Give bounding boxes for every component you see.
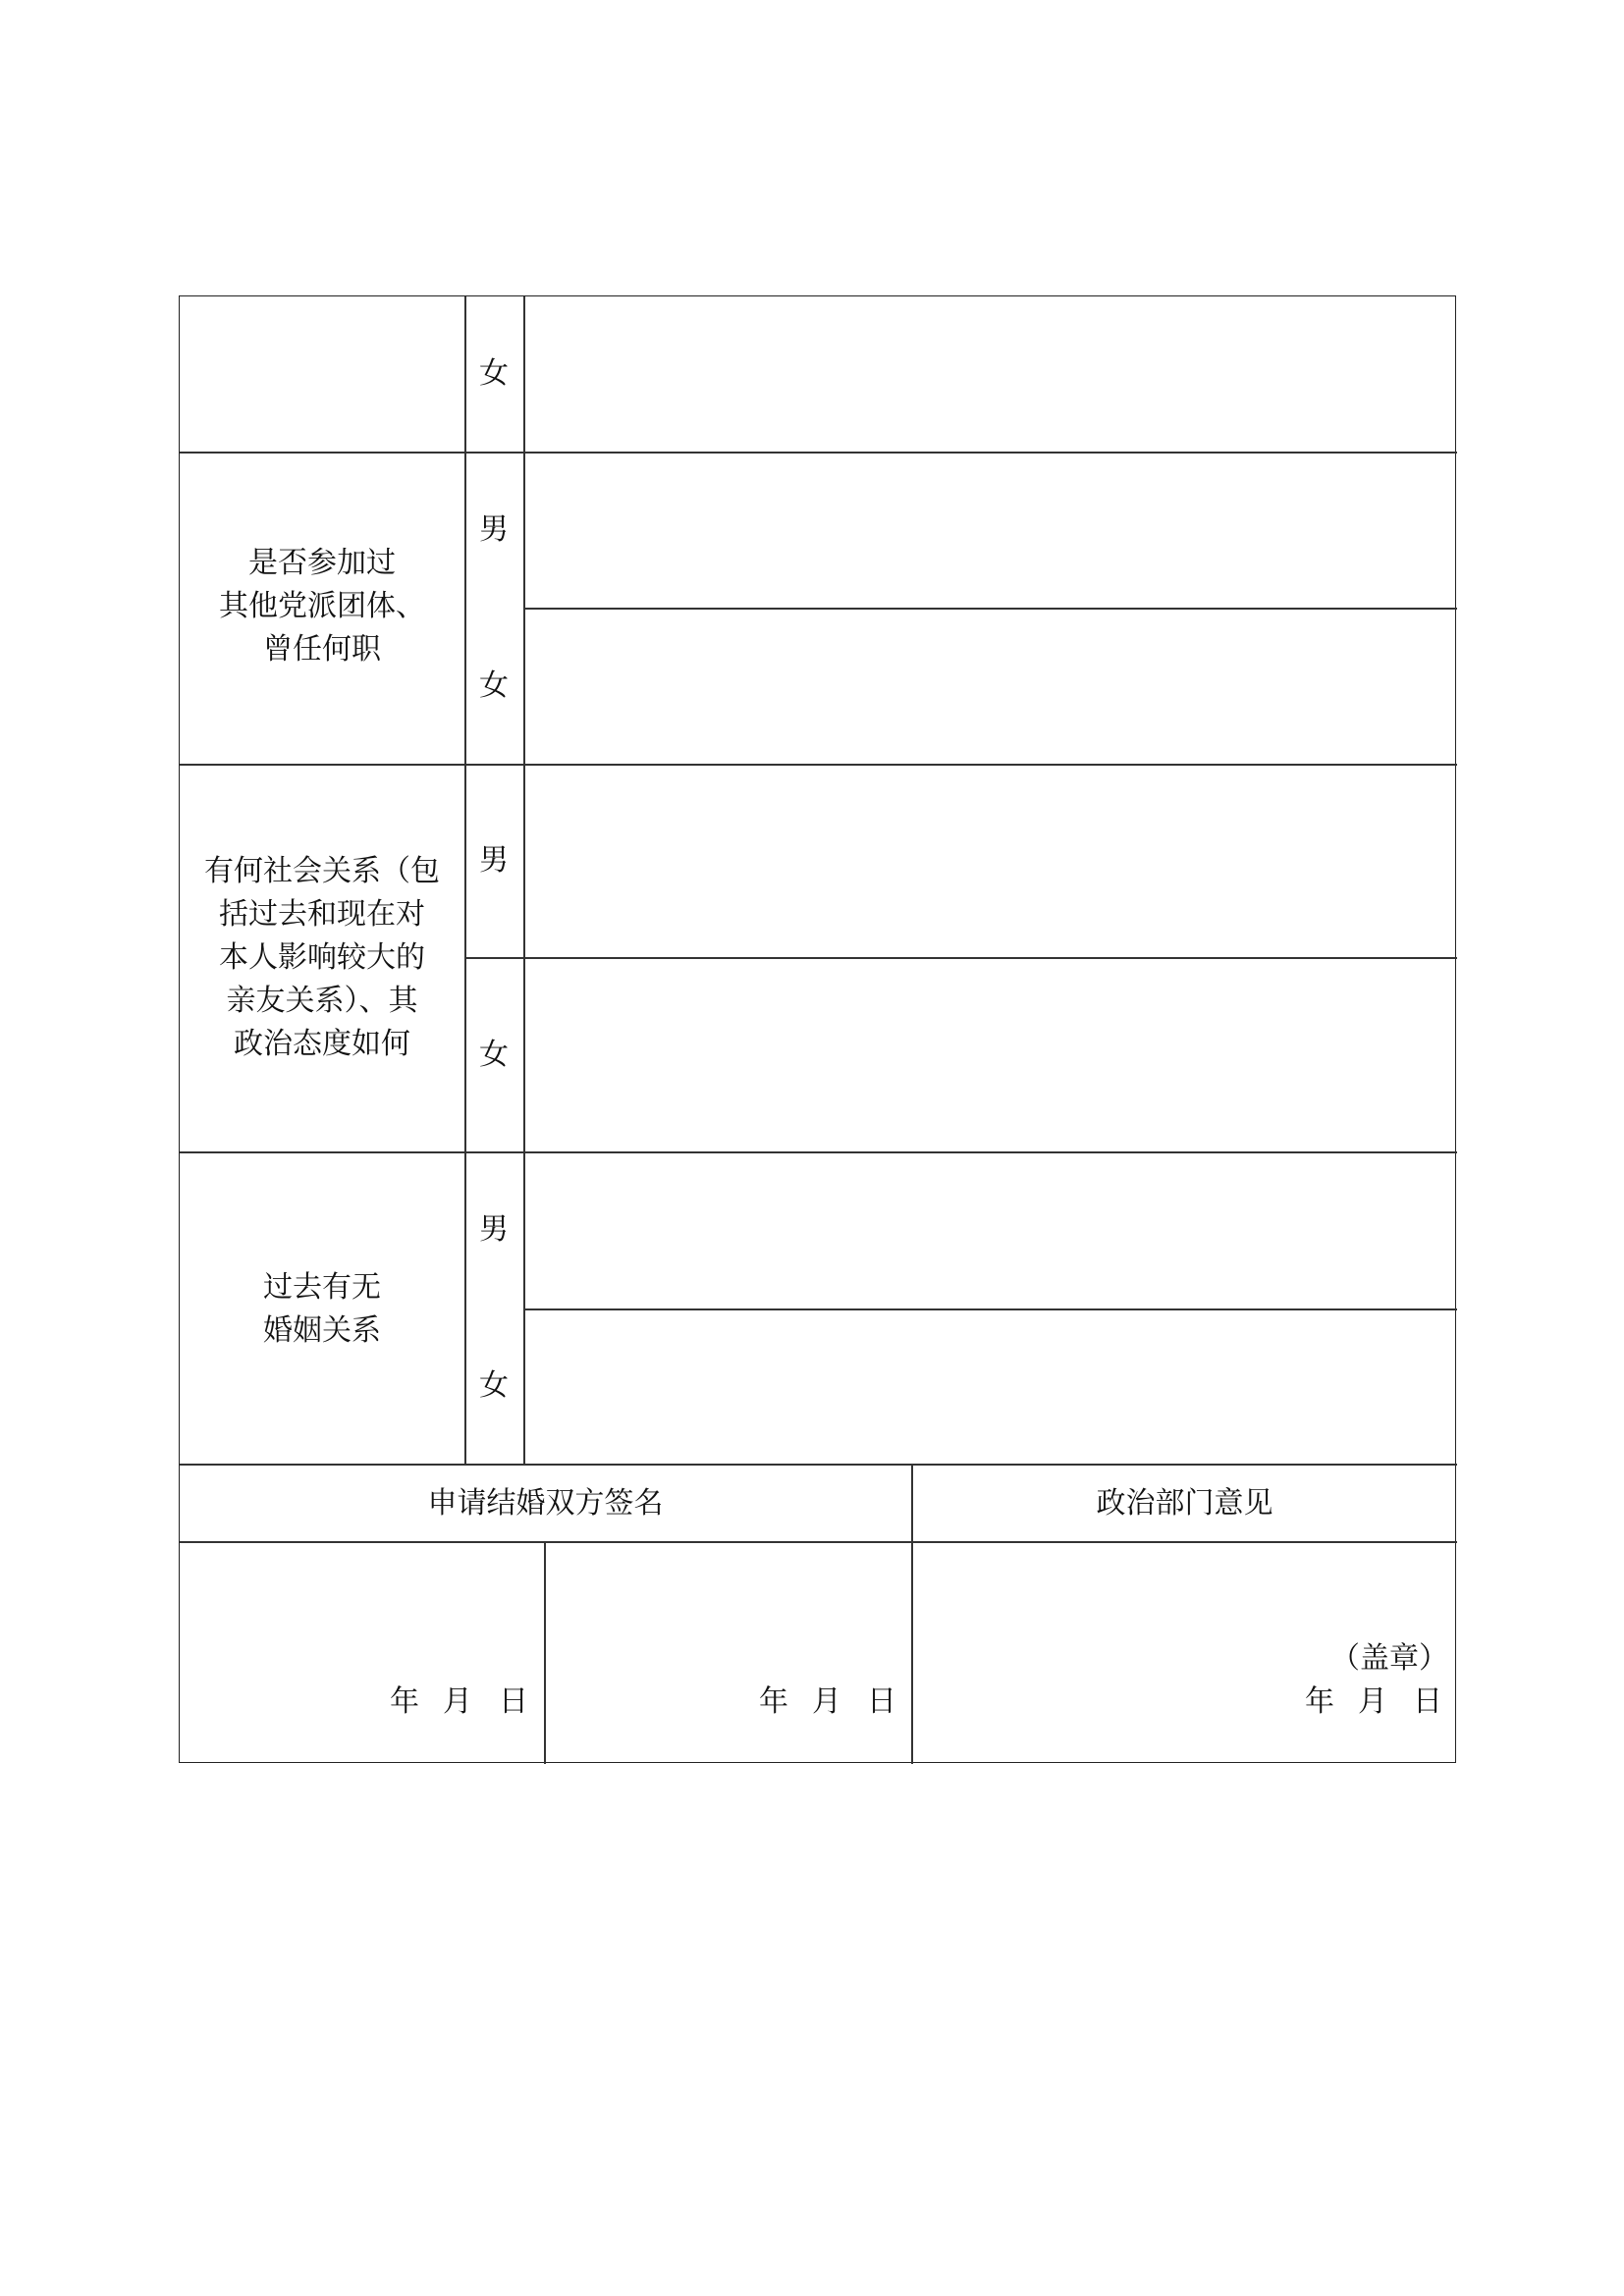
gender-male-label: 男 — [479, 512, 509, 547]
dept-opinion-header: 政治部门意见 — [1096, 1486, 1273, 1521]
label-line: 政治态度如何 — [234, 1027, 410, 1061]
social-relations-label — [180, 850, 464, 1066]
gender-female-label: 女 — [479, 356, 509, 391]
application-form-table — [179, 295, 1456, 1763]
date-day-label: 日 — [499, 1684, 528, 1719]
gender-female-label: 女 — [479, 1038, 509, 1072]
date-year-label: 年 — [1305, 1684, 1334, 1719]
gender-male-label: 男 — [479, 843, 509, 878]
gender-male-label: 男 — [479, 1212, 509, 1247]
date-day-label: 日 — [1413, 1684, 1442, 1719]
label-line: 曾任何职 — [263, 632, 381, 667]
row-divider-4 — [180, 1464, 1457, 1466]
label-line: 是否参加过 — [248, 546, 396, 580]
row0-female-field[interactable] — [525, 296, 1457, 452]
signature-field-left[interactable] — [180, 1543, 544, 1764]
date-year-label: 年 — [390, 1684, 419, 1719]
row2-female-field[interactable] — [525, 959, 1457, 1151]
label-line: 过去有无 — [263, 1270, 381, 1305]
row1-female-field[interactable] — [525, 610, 1457, 764]
row3-male-field[interactable] — [525, 1153, 1457, 1308]
date-month-label: 月 — [1358, 1684, 1387, 1719]
gender-female-label: 女 — [479, 668, 509, 703]
date-month-label: 月 — [812, 1684, 841, 1719]
label-line: 其他党派团体、 — [219, 589, 425, 623]
signature-header: 申请结婚双方签名 — [427, 1486, 664, 1521]
label-line: 亲友关系）、其 — [226, 984, 418, 1018]
date-month-label: 月 — [443, 1684, 472, 1719]
label-line: 括过去和现在对 — [219, 897, 425, 932]
label-line: 有何社会关系（包 — [204, 854, 440, 888]
row2-male-field[interactable] — [525, 766, 1457, 957]
row3-female-field[interactable] — [525, 1310, 1457, 1464]
seal-label: （盖章） — [1330, 1641, 1448, 1676]
label-line: 婚姻关系 — [263, 1313, 381, 1348]
party-affiliation-label — [180, 542, 464, 671]
date-day-label: 日 — [867, 1684, 896, 1719]
marital-history-label — [180, 1266, 464, 1353]
signature-field-right[interactable] — [546, 1543, 911, 1764]
row1-male-field[interactable] — [525, 454, 1457, 608]
gender-female-label: 女 — [479, 1368, 509, 1403]
date-year-label: 年 — [759, 1684, 788, 1719]
label-line: 本人影响较大的 — [219, 940, 425, 975]
